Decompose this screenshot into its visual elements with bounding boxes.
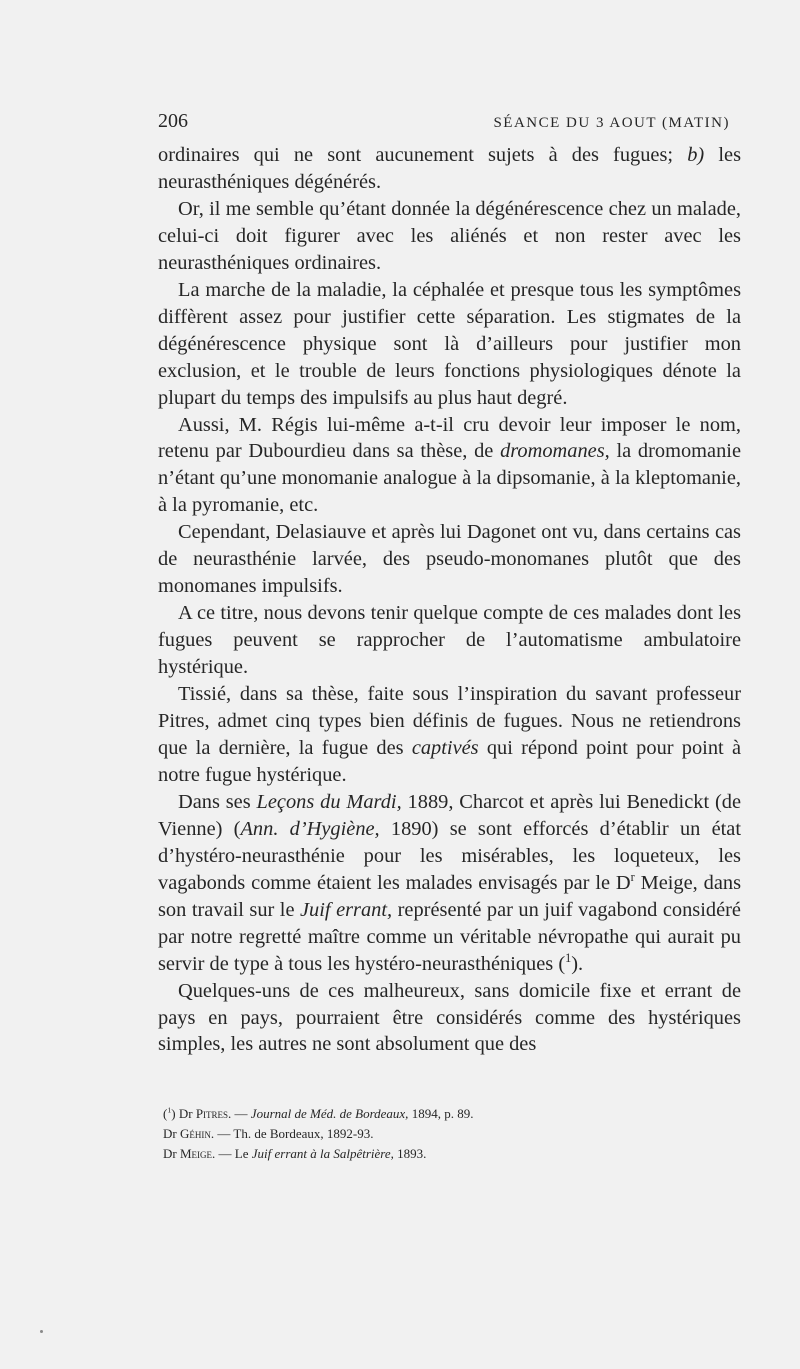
paper-speck	[40, 1330, 43, 1333]
paragraph-9: Quelques-uns de ces malheureux, sans domicile fixe et errant de pays en pays, pourraient être considérés comme des hystériques simples, les autres ne sont absolument que des	[158, 979, 741, 1056]
page-number: 206	[158, 110, 188, 132]
paragraph-6: A ce titre, nous devons tenir quelque compte de ces malades dont les fugues peuvent se rapprocher de l’automatisme ambulatoire hystérique.	[158, 602, 741, 679]
paragraph-7: Tissié, dans sa thèse, faite sous l’inspiration du savant professeur Pitres, admet cinq types bien définis de fugues. Nous ne retiendrons que la dernière, la fugue des captivés qui répond point pour point à notre fugue hystérique.	[158, 683, 741, 786]
footnote-3: Dr Meige. — Le Juif errant à la Salpêtrière, 1893.	[163, 1146, 427, 1161]
footnotes	[163, 1104, 743, 1164]
running-title: SÉANCE DU 3 AOUT (MATIN)	[493, 115, 730, 131]
footnote-reference: 1	[565, 950, 572, 965]
paragraph-1: ordinaires qui ne sont aucunement sujets à des fugues; b) les neurasthéniques dégénérés.	[158, 144, 742, 193]
body-text	[158, 142, 741, 1058]
paragraph-2: Or, il me semble qu’étant donnée la dégénérescence chez un malade, celui-ci doit figurer avec les aliénés et non rester avec les neurasthéniques ordinaires.	[158, 197, 741, 274]
paragraph-4: Aussi, M. Régis lui-même a-t-il cru devoir leur imposer le nom, retenu par Dubourdieu dans sa thèse, de dromomanes, la dromomanie n’étant qu’une monomanie analogue à la dipsomanie, à la kleptomanie, à la pyromanie, etc.	[158, 413, 741, 517]
paragraph-5: Cependant, Delasiauve et après lui Dagonet ont vu, dans certains cas de neurasthénie larvée, des pseudo-monomanes plutôt que des monomanes impulsifs.	[158, 521, 741, 598]
paragraph-8: Dans ses Leçons du Mardi, 1889, Charcot et après lui Benedickt (de Vienne) (Ann. d’Hygiène, 1890) se sont efforcés d’établir un état d’hystéro-neurasthénie pour les misérables, les loqueteux, les vagabonds comme étaient les malades envisagés par le $D^r$ Meige, dans son travail sur le Juif errant, représenté par un juif vagabond considéré par notre regretté maître comme un véritable névropathe qui aurait pu servir de type à tous les hystéro-neurasthéniques ($^1$).	[158, 790, 742, 975]
footnote-2: Dr Géhin. — Th. de Bordeaux, 1892-93.	[163, 1126, 374, 1141]
page-header	[158, 110, 740, 133]
paragraph-3: La marche de la maladie, la céphalée et presque tous les symptômes diffèrent assez pour justifier cette séparation. Les stigmates de la dégénérescence physique sont là d’ailleurs pour justifier mon exclusion, et le trouble de leurs fonctions physiologiques dénote la plupart du temps des impulsifs au plus haut degré.	[158, 278, 741, 409]
footnote-1: ($^1$) Dr Pitres. — Journal de Méd. de Bordeaux, 1894, p. 89.	[163, 1105, 474, 1121]
